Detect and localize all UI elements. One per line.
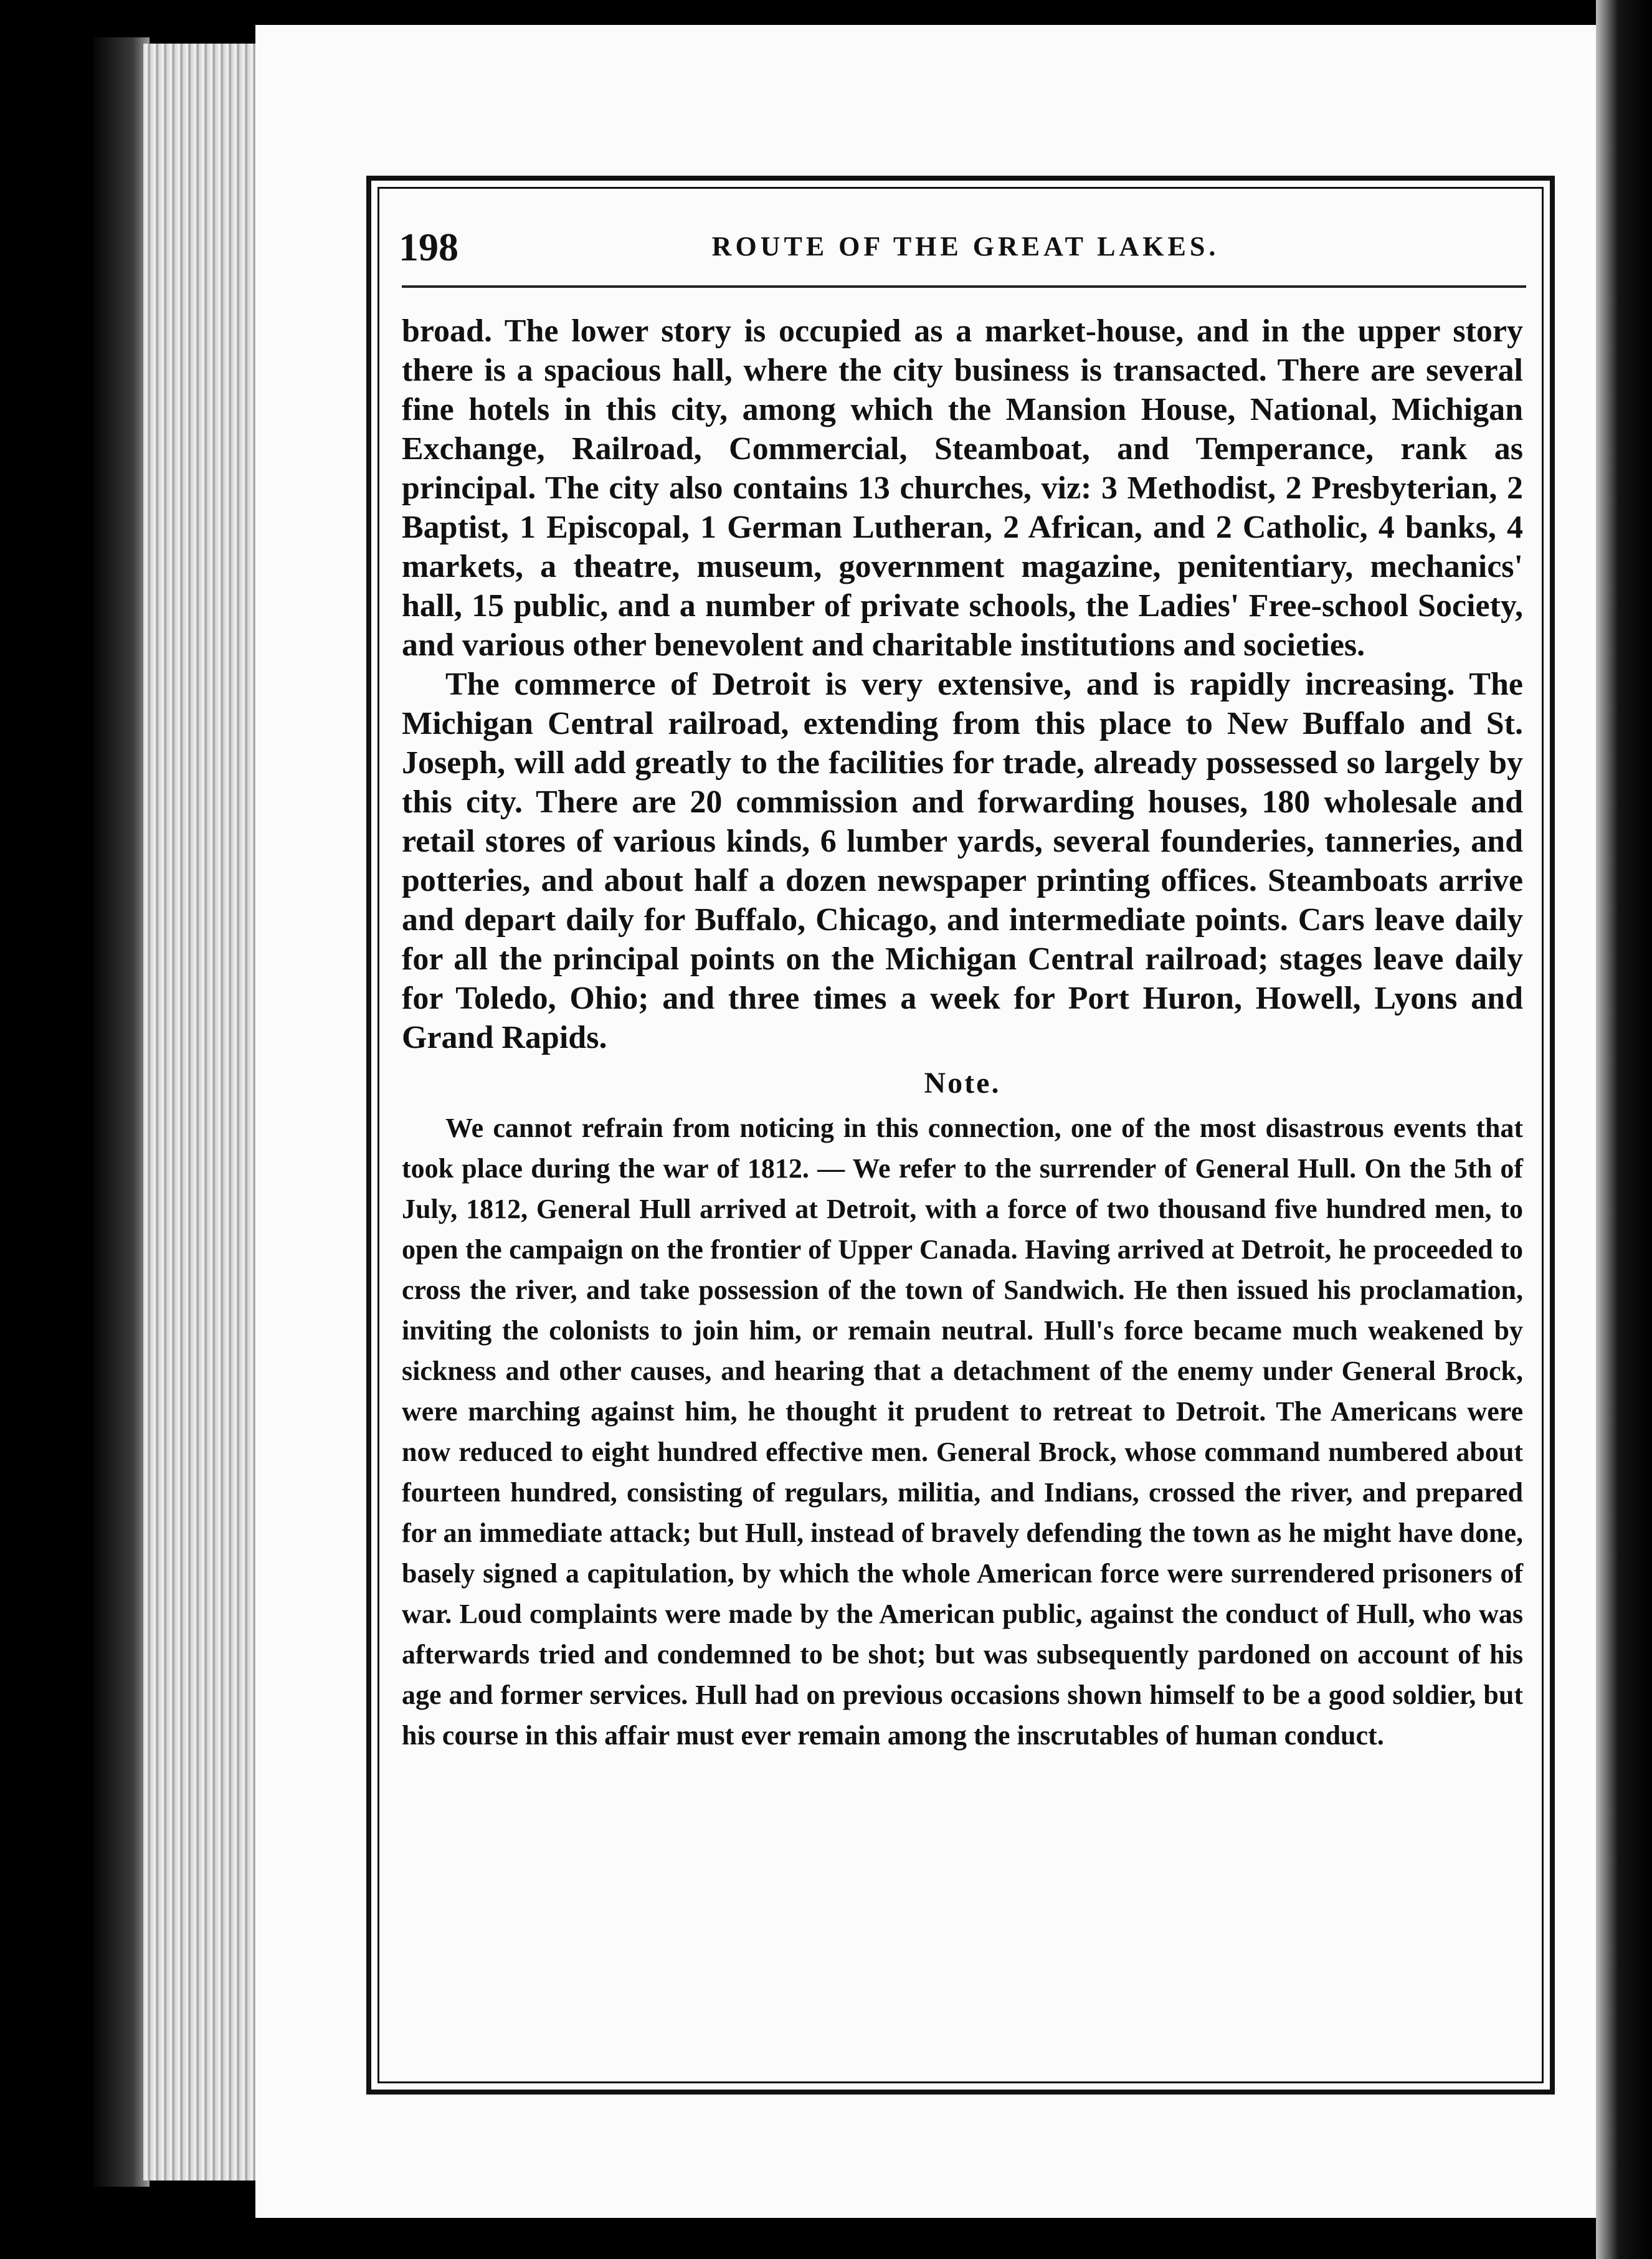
body-paragraph-2: The commerce of Detroit is very extensive, and is rapidly increasing. The Michigan Central railroad, extending from this place to New Buffalo and St. Joseph, will add greatly to the facilities for trade, already possessed so largely by this city. There are 20 commission and forwarding houses, 180 wholesale and retail stores of various kinds, 6 lumber yards, several founderies, tanneries, and potteries, and about half a dozen newspaper printing offices. Steamboats arrive and depart daily for Buffalo, Chicago, and intermediate points. Cars leave daily for all the principal points on the Michigan Central railroad; stages leave daily for Toledo, Ohio; and three times a week for Port Huron, Howell, Lyons and Grand Rapids. [402, 667, 1523, 1055]
running-head: ROUTE OF THE GREAT LAKES. [711, 231, 1220, 262]
page-stack-edge [143, 44, 262, 2181]
note-text: We cannot refrain from noticing in this connection, one of the most disastrous events that took place during the war of 1812. — We refer to the surrender of General Hull. On the 5th of July, 1812, General Hull arrived at Detroit, with a force of two thousand five hundred men, to open the campaign on the frontier of Upper Canada. Having arrived at Detroit, he proceeded to cross the river, and take possession of the town of Sandwich. He then issued his proclamation, inviting the colonists to join him, or remain neutral. Hull's force became much weakened by sickness and other causes, and hearing that a detachment of the enemy under General Brock, were marching against him, he thought it prudent to retreat to Detroit. The Americans were now reduced to eight hundred effective men. General Brock, whose command numbered about fourteen hundred, consisting of regulars, militia, and Indians, crossed the river, and prepared for an immediate attack; but Hull, instead of bravely defending the town as he might have done, basely signed a capitulation, by which the whole American force were surrendered prisoners of war. Loud complaints were made by the American public, against the conduct of Hull, who was afterwards tried and condemned to be shot; but was subsequently pardoned on account of his age and former services. Hull had on previous occasions shown himself to be a good soldier, but his course in this affair must ever remain among the inscrutables of human conduct. [402, 1113, 1523, 1751]
note-heading: Note. [924, 1067, 1001, 1100]
page-number: 198 [399, 225, 458, 269]
page-body [402, 312, 1523, 1756]
body-paragraph-1: broad. The lower story is occupied as a market-house, and in the upper story there is a spacious hall, where the city business is transacted. There are several fine hotels in this city, among which the Mansion House, National, Michigan Exchange, Railroad, Commercial, Steamboat, and Temperance, rank as principal. The city also contains 13 churches, viz: 3 Methodist, 2 Presbyterian, 2 Baptist, 1 Episcopal, 1 German Lutheran, 2 African, and 2 Catholic, 4 banks, 4 markets, a theatre, museum, government magazine, penitentiary, mechanics' hall, 15 public, and a number of private schools, the Ladies' Free-school Society, and various other benevolent and charitable institutions and societies. [402, 313, 1523, 663]
book-edge-shadow [93, 37, 150, 2187]
header-rule [402, 285, 1526, 288]
book-spine [1596, 0, 1652, 2259]
page-header [399, 224, 1532, 274]
